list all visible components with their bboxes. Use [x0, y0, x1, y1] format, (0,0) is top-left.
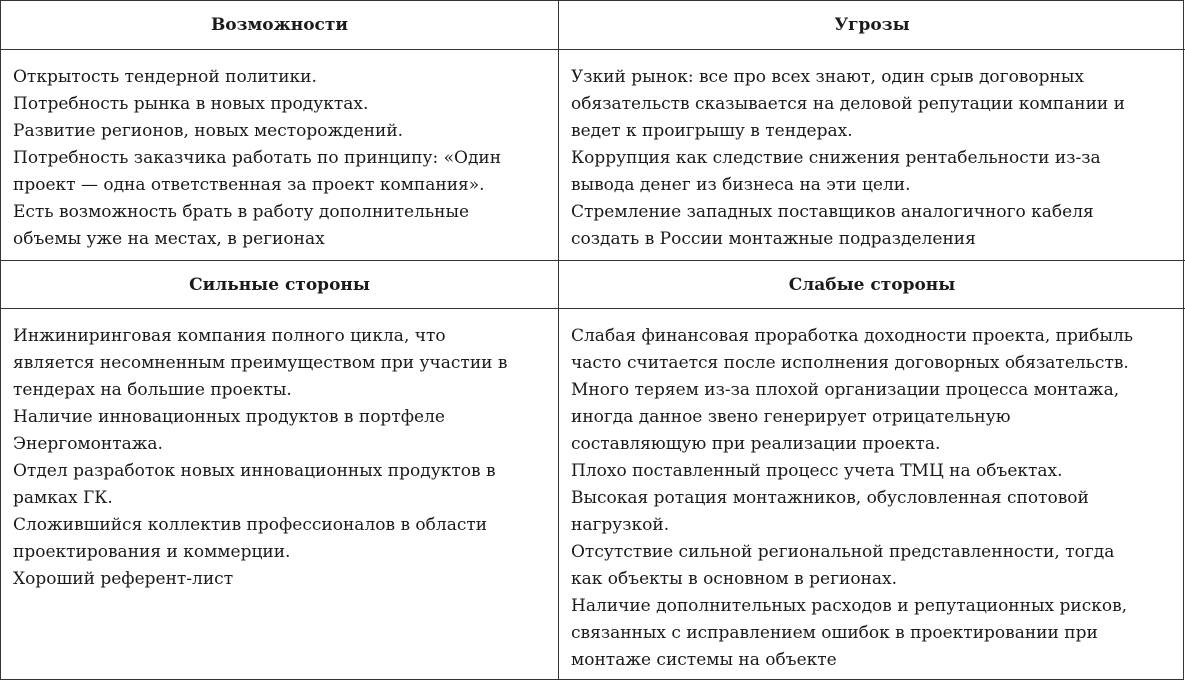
strengths-line: проектирования и коммерции.: [13, 542, 291, 562]
right-column: [558, 1, 1185, 679]
weaknesses-line: нагрузкой.: [571, 515, 670, 535]
weaknesses-line: Высокая ротация монтажников, обусловленная спотовой: [571, 488, 1089, 508]
strengths-line: Наличие инновационных продуктов в портфеле: [13, 407, 445, 427]
threats-line: Коррупция как следствие снижения рентабельности из-за: [571, 148, 1101, 168]
weaknesses-line: как объекты в основном в регионах.: [571, 569, 898, 589]
opportunities-cell: [1, 49, 558, 260]
weaknesses-line: Плохо поставленный процесс учета ТМЦ на объектах.: [571, 461, 1063, 481]
strengths-line: Энергомонтажа.: [13, 434, 163, 454]
threats-line: Узкий рынок: все про всех знают, один срыв договорных: [571, 67, 1084, 87]
weaknesses-line: Слабая финансовая проработка доходности проекта, прибыль: [571, 326, 1134, 346]
weaknesses-line: связанных с исправлением ошибок в проектировании при: [571, 623, 1098, 643]
strengths-line: Инжиниринговая компания полного цикла, что: [13, 326, 446, 346]
strengths-line: Хороший референт-лист: [13, 569, 234, 589]
threats-line: ведет к проигрышу в тендерах.: [571, 121, 853, 141]
threats-cell: [559, 49, 1185, 260]
opportunities-line: Открытость тендерной политики.: [13, 67, 317, 87]
opportunities-line: проект — одна ответственная за проект компания».: [13, 175, 485, 195]
opportunities-line: Есть возможность брать в работу дополнительные: [13, 202, 470, 222]
weaknesses-line: Отсутствие сильной региональной представленности, тогда: [571, 542, 1115, 562]
strengths-line: Сложившийся коллектив профессионалов в области: [13, 515, 488, 535]
left-column: [1, 1, 558, 679]
strengths-line: является несомненным преимуществом при участии в: [13, 353, 508, 373]
threats-header: Угрозы: [834, 15, 910, 35]
strengths-header: Сильные стороны: [1, 260, 558, 309]
weaknesses-header: Слабые стороны: [559, 260, 1185, 309]
threats-line: вывода денег из бизнеса на эти цели.: [571, 175, 911, 195]
opportunities-line: объемы уже на местах, в регионах: [13, 229, 325, 249]
strengths-cell: [1, 308, 558, 680]
opportunities-line: Потребность заказчика работать по принципу: «Один: [13, 148, 502, 168]
weaknesses-line: Наличие дополнительных расходов и репутационных рисков,: [571, 596, 1128, 616]
weaknesses-line: составляющую при реализации проекта.: [571, 434, 941, 454]
opportunities-line: Развитие регионов, новых месторождений.: [13, 121, 404, 141]
weaknesses-line: часто считается после исполнения договорных обязательств.: [571, 353, 1129, 373]
weaknesses-line: Много теряем из-за плохой организации процесса монтажа,: [571, 380, 1120, 400]
weaknesses-line: иногда данное звено генерирует отрицательную: [571, 407, 1011, 427]
threats-line: Стремление западных поставщиков аналогичного кабеля: [571, 202, 1094, 222]
strengths-line: Отдел разработок новых инновационных продуктов в: [13, 461, 496, 481]
weaknesses-line: монтаже системы на объекте: [571, 650, 837, 670]
opportunities-header: Возможности: [210, 15, 349, 35]
strengths-line: рамках ГК.: [13, 488, 113, 508]
strengths-line: тендерах на большие проекты.: [13, 380, 292, 400]
threats-line: создать в России монтажные подразделения: [571, 229, 976, 249]
threats-line: обязательств сказывается на деловой репутации компании и: [571, 94, 1125, 114]
weaknesses-cell: [559, 308, 1185, 680]
opportunities-line: Потребность рынка в новых продуктах.: [13, 94, 369, 114]
